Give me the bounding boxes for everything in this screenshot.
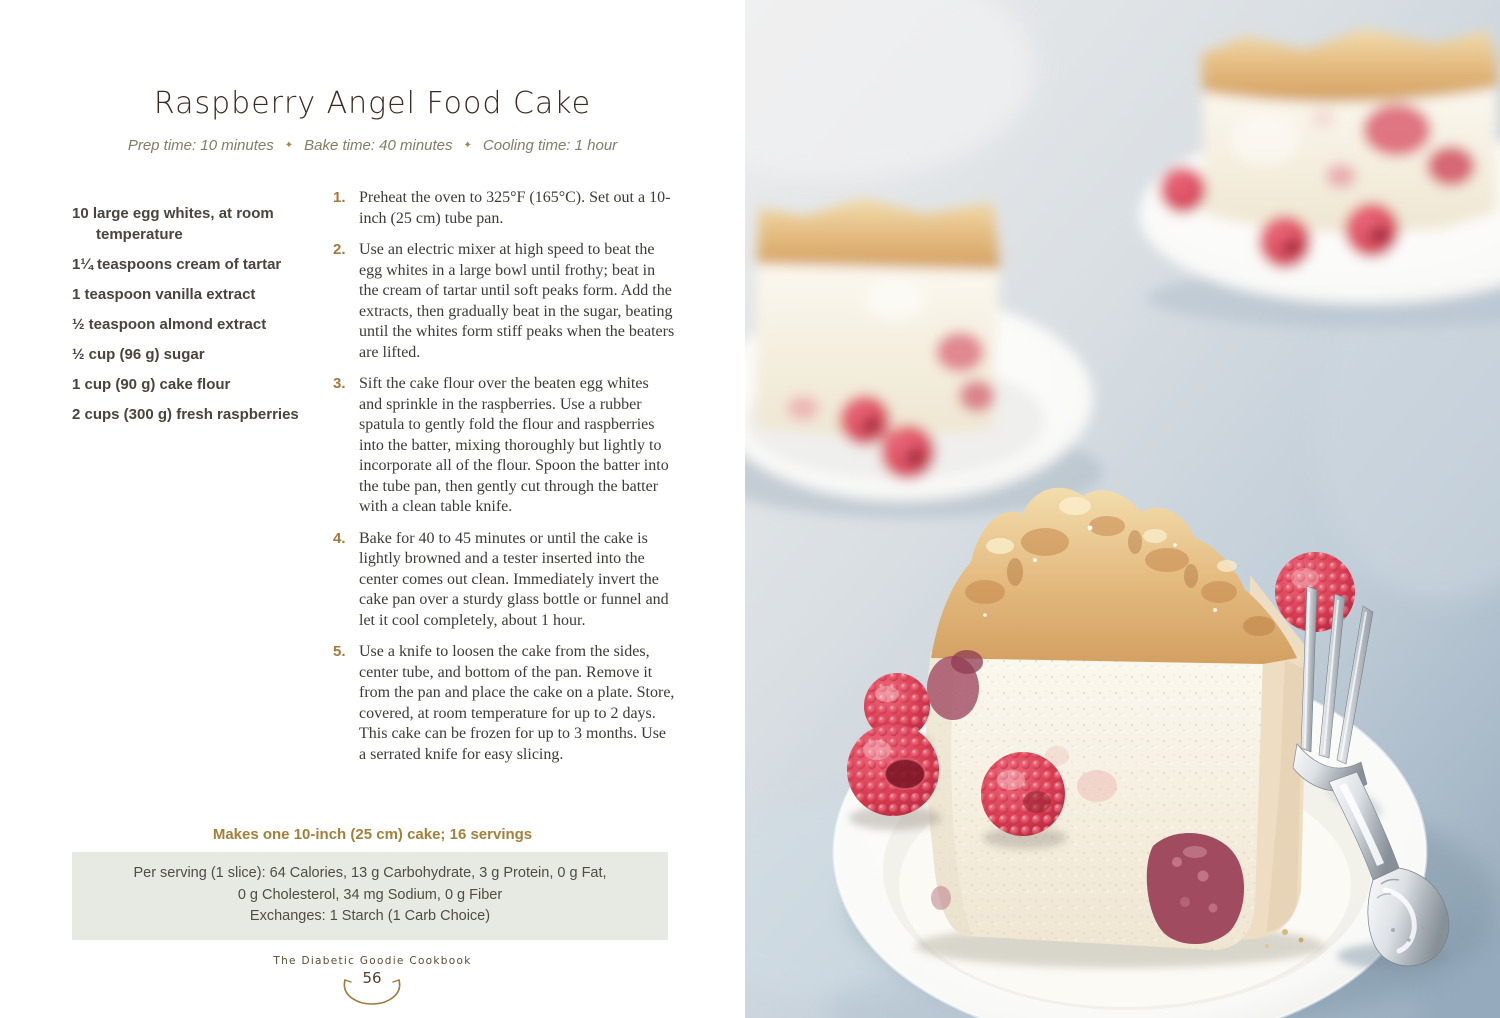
step-5: [333, 642, 675, 765]
ingredient-item: 10 large egg whites, at room temperature: [72, 205, 274, 243]
raspberry: [981, 752, 1067, 849]
ingredient-item: ½ cup (96 g) sugar: [72, 346, 205, 363]
ingredient-item: 2 cups (300 g) fresh raspberries: [72, 406, 299, 423]
photo-panel: [745, 0, 1500, 1018]
nutrition-line: Exchanges: 1 Starch (1 Carb Choice): [249, 908, 491, 924]
prep-time: Prep time: 10 minutes: [127, 137, 274, 154]
step-number: 4.: [333, 529, 346, 547]
page-number: 56: [362, 969, 382, 987]
ingredient-list: [72, 203, 312, 434]
step-text: Use a knife to loosen the cake from the sides, center tube, and bottom of the pan. Remove it from the pan and place the cake on a plate. Store, covered, at room temperature for up to 2 days. This cake can be frozen for up to 3 months. Use a serrated knife for easy slicing.: [359, 643, 675, 763]
step-text: Use an electric mixer at high speed to beat the egg whites in a large bowl until frothy; beat in the cream of tartar until soft peaks form. Add the extracts, then gradually beat in the sugar, beating until the whites form stiff peaks when the beaters are lifted.: [359, 241, 675, 361]
cooling-time: Cooling time: 1 hour: [482, 137, 618, 154]
yield-line: Makes one 10-inch (25 cm) cake; 16 servings: [212, 826, 533, 843]
recipe-title: Raspberry Angel Food Cake: [153, 86, 592, 121]
step-number: 5.: [333, 643, 346, 660]
ingredient-item: 1¼ teaspoons cream of tartar: [72, 256, 282, 273]
book-title: The Diabetic Goodie Cookbook: [273, 955, 472, 967]
step-text: Sift the cake flour over the beaten egg whites and sprinkle in the raspberries. Use a rubber spatula to gently fold the flour and raspberries into the batter, mixing thoroughly but lightly to incorporate all of the flour. Spoon the batter into the tube pan, then gently cut through the batter with a clean table knife.: [359, 375, 669, 515]
ingredient-item: ½ teaspoon almond extract: [72, 316, 267, 333]
raspberry: [1345, 203, 1399, 257]
step-2: [333, 240, 675, 363]
raspberry: [840, 395, 890, 445]
ingredient-item: 1 teaspoon vanilla extract: [72, 286, 256, 303]
nutrition-line: Per serving (1 slice): 64 Calories, 13 g Carbohydrate, 3 g Protein, 0 g Fat,: [133, 865, 607, 881]
step-number: 2.: [333, 241, 346, 258]
step-4: [333, 529, 675, 632]
raspberry: [847, 724, 941, 830]
recipe-times: [0, 137, 745, 154]
step-number: 1.: [333, 189, 346, 206]
diamond-separator-icon: ✦: [463, 140, 472, 151]
step-text: Bake for 40 to 45 minutes or until the cake is lightly browned and a tester inserted into the center comes out clean. Immediately invert the cake pan over a sturdy glass bottle or funnel and let it cool completely, about 1 hour.: [359, 529, 669, 629]
step-number: 3.: [333, 375, 346, 392]
bake-time: Bake time: 40 minutes: [304, 137, 453, 154]
raspberry: [881, 425, 935, 479]
instruction-steps: [333, 188, 675, 776]
nutrition-box: [72, 852, 668, 940]
raspberry: [1259, 216, 1311, 268]
cake-photo: [745, 0, 1500, 1018]
ingredient-item: 1 cup (90 g) cake flour: [72, 376, 231, 393]
step-1: [333, 188, 675, 229]
nutrition-line: 0 g Cholesterol, 34 mg Sodium, 0 g Fiber: [237, 886, 503, 903]
step-text: Preheat the oven to 325°F (165°C). Set out a 10-inch (25 cm) tube pan.: [359, 189, 671, 227]
recipe-page: [0, 0, 745, 1018]
step-3: [333, 374, 675, 518]
page-number-ornament: [336, 969, 408, 1011]
diamond-separator-icon: ✦: [284, 140, 294, 151]
raspberry: [1160, 167, 1206, 213]
